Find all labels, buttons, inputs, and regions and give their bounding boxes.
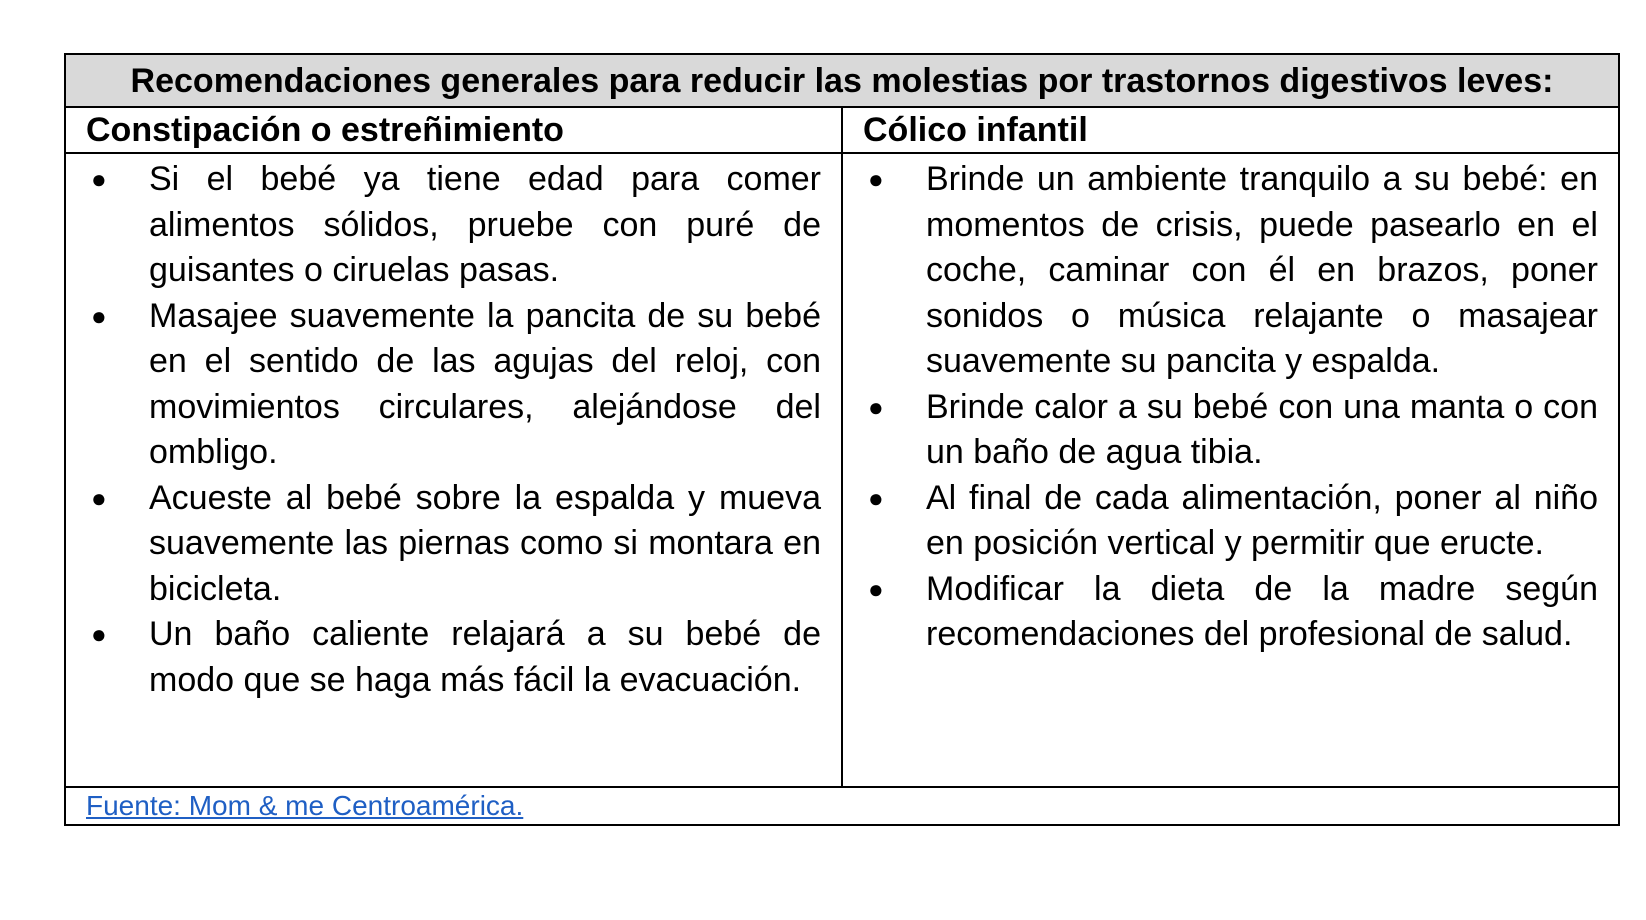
source-link[interactable]: Fuente: Mom & me Centroamérica. [86, 790, 524, 821]
bullet-icon: ● [91, 300, 107, 331]
colic-cell [843, 154, 1618, 786]
list-item [863, 157, 1598, 385]
bullet-icon: ● [868, 482, 884, 513]
header-colic: Cólico infantil [863, 111, 1088, 149]
list-item-text: Si el bebé ya tiene edad para comer alimentos sólidos, pruebe con puré de guisantes o ciruelas pasas. [149, 160, 821, 289]
list-item [86, 294, 821, 476]
list-item-text: Brinde calor a su bebé con una manta o con un baño de agua tibia. [926, 387, 1598, 471]
list-item-text: Un baño caliente relajará a su bebé de modo que se haga más fácil la evacuación. [149, 615, 821, 699]
list-item [86, 612, 821, 703]
list-item-text: Acueste al bebé sobre la espalda y mueva suavemente las piernas como si montara en bicicleta. [149, 478, 821, 608]
list-item [86, 157, 821, 294]
list-item [863, 476, 1598, 567]
list-item [86, 476, 821, 613]
table-title: Recomendaciones generales para reducir las molestias por trastornos digestivos leves: [66, 55, 1618, 108]
list-item [863, 385, 1598, 476]
bullet-icon: ● [91, 619, 107, 649]
bullet-icon: ● [91, 482, 107, 513]
column-headers [66, 108, 1618, 154]
constipation-list [86, 157, 821, 703]
list-item-text: Brinde un ambiente tranquilo a su bebé: en momentos de crisis, puede pasearlo en el coche, caminar con él en brazos, poner sonidos o música relajante o masajear suavemente su pancita y espalda. [926, 160, 1598, 380]
list-item-text: Al final de cada alimentación, poner al niño en posición vertical y permitir que eructe. [926, 478, 1598, 562]
bullet-icon: ● [868, 164, 884, 194]
table-body [66, 154, 1618, 788]
bullet-icon: ● [868, 391, 884, 422]
list-item [863, 567, 1598, 658]
list-item-text: Modificar la dieta de la madre según recomendaciones del profesional de salud. [926, 569, 1598, 653]
list-item-text: Masajee suavemente la pancita de su bebé en el sentido de las agujas del reloj, con movimientos circulares, alejándose del ombligo. [149, 296, 821, 471]
bullet-icon: ● [868, 573, 884, 604]
source-row [66, 788, 1618, 824]
constipation-cell [66, 154, 843, 786]
colic-list [863, 157, 1598, 658]
recommendations-table [64, 53, 1620, 826]
header-constipation: Constipación o estreñimiento [66, 108, 843, 152]
bullet-icon: ● [91, 164, 107, 194]
